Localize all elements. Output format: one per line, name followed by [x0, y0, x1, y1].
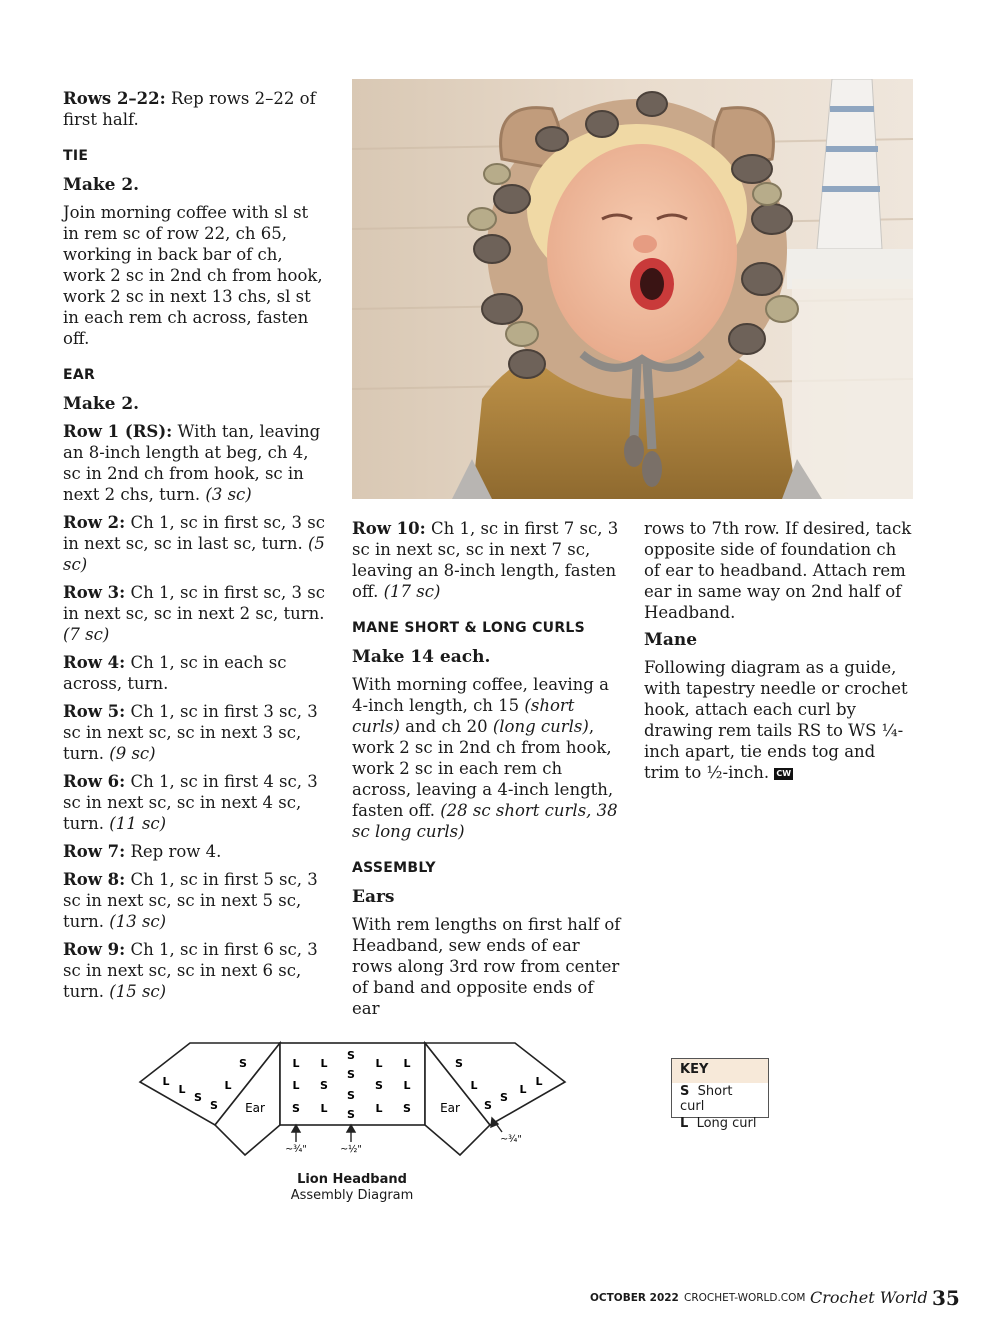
key-symbol: S [680, 1084, 690, 1099]
row-label: Row 2: [63, 513, 126, 532]
stitch-count: (17 sc) [383, 582, 441, 601]
diagram-key [671, 1058, 769, 1131]
row-label: Row 5: [63, 702, 126, 721]
row-label: Row 10: [352, 519, 426, 538]
instruction-row [63, 582, 325, 645]
stitch-count: (9 sc) [109, 744, 156, 763]
row-text: Ch 1, sc in first sc, 3 sc in next sc, sc in next 2 sc, turn. [63, 583, 325, 623]
row-text: Ch 1, sc in first sc, 3 sc in next sc, sc in last sc, turn. [63, 513, 325, 553]
diagram-caption-title: Lion Headband [297, 1172, 407, 1187]
key-row-short [672, 1083, 768, 1115]
page-number: 35 [932, 1286, 960, 1310]
paragraph [352, 674, 624, 842]
row-label: Row 1 (RS): [63, 422, 173, 441]
instruction-row [63, 512, 325, 575]
curl-label: S [292, 1102, 300, 1115]
paragraph [63, 202, 325, 349]
stitch-count: (5 sc) [63, 534, 325, 574]
subheading: Make 14 each. [352, 647, 491, 667]
curl-label: S [347, 1068, 355, 1081]
curl-label: L [403, 1079, 411, 1092]
curl-label: L [470, 1079, 478, 1092]
curl-label: L [320, 1102, 328, 1115]
row-text: Rep row 4. [125, 842, 222, 861]
row-text: Rep rows 2–22 of first half. [63, 89, 316, 129]
key-symbol: L [680, 1116, 689, 1131]
row-text: Ch 1, sc in each sc across, turn. [63, 653, 287, 693]
curl-label: S [403, 1102, 411, 1115]
text-column-1 [63, 88, 325, 1009]
paragraph [352, 914, 624, 1019]
diagram-caption-subtitle: Assembly Diagram [290, 1188, 414, 1203]
instruction-row [63, 701, 325, 764]
row-text: Ch 1, sc in first 6 sc, 3 sc in next sc, sc in next 6 sc, turn. [63, 940, 318, 1001]
paragraph-text: , work 2 sc in 2nd ch from hook, work 2 sc in each rem ch across, leaving a 4-inch length, fasten off. [352, 717, 614, 820]
lion-headband-assembly-diagram [130, 1030, 590, 1160]
paragraph-text: Following diagram as a guide, with tapestry needle or crochet hook, attach each curl by drawing rem tails RS to WS ¼-inch apart, tie ends tog and trim to ½-inch. [644, 658, 908, 782]
section-heading: TIE [63, 148, 89, 164]
stitch-count: (3 sc) [205, 485, 252, 504]
row-text: With tan, leaving an 8-inch length at beg, ch 4, sc in 2nd ch from hook, sc in next 2 chs, turn. [63, 422, 321, 504]
text-column-2 [352, 518, 624, 1026]
dimension-right: ~¾" [500, 1134, 522, 1145]
left-ear-label: Ear [245, 1101, 265, 1115]
right-ear-label: Ear [440, 1101, 460, 1115]
instruction-row [63, 421, 325, 505]
footer-site: CROCHET-WORLD.COM [684, 1292, 806, 1304]
key-row-long [672, 1115, 768, 1132]
curl-label: L [519, 1083, 527, 1096]
footer-issue: OCTOBER 2022 [590, 1292, 679, 1304]
row-text: Ch 1, sc in first 5 sc, 3 sc in next sc, sc in next 5 sc, turn. [63, 870, 318, 931]
curl-label: L [162, 1075, 170, 1088]
curl-label: L [375, 1102, 383, 1115]
curl-label: L [292, 1079, 300, 1092]
curl-label: S [347, 1089, 355, 1102]
row-text: Ch 1, sc in first 7 sc, 3 sc in next sc, sc in next 7 sc, leaving an 8-inch length, fasten off. [352, 519, 619, 601]
row-label: Row 6: [63, 772, 126, 791]
footer-magazine: Crochet World [810, 1288, 928, 1307]
row-text: Ch 1, sc in first 4 sc, 3 sc in next sc, sc in next 4 sc, turn. [63, 772, 318, 833]
diagram-caption [262, 1172, 442, 1204]
instruction-row [63, 841, 325, 862]
row-text: Ch 1, sc in first 3 sc, 3 sc in next sc, sc in next 3 sc, turn. [63, 702, 318, 763]
paragraph-text: rows to 7th row. If desired, tack opposite side of foundation ch of ear to headband. Attach rem ear in same way on 2nd half of Headband. [644, 519, 912, 622]
instruction-row [63, 652, 325, 694]
subheading: Make 2. [63, 394, 140, 414]
lion-hat-photo [352, 79, 913, 499]
italic-text: (28 sc short curls, 38 sc long curls) [352, 801, 618, 841]
curl-label: L [375, 1057, 383, 1070]
stitch-count: (13 sc) [109, 912, 167, 931]
subheading: Ears [352, 887, 395, 907]
section-heading: MANE SHORT & LONG CURLS [352, 620, 586, 636]
instruction-row [63, 869, 325, 932]
paragraph [644, 518, 912, 623]
section-heading: ASSEMBLY [352, 860, 436, 876]
key-label: Long curl [696, 1116, 757, 1131]
curl-label: S [500, 1091, 508, 1104]
instruction-row [352, 518, 624, 602]
curl-label: S [455, 1057, 463, 1070]
curl-label: S [484, 1099, 492, 1112]
dimension-left: ~¾" [285, 1144, 307, 1155]
text-column-3 [644, 518, 912, 790]
curl-label: S [347, 1049, 355, 1062]
curl-label: S [347, 1108, 355, 1121]
curl-label: S [210, 1099, 218, 1112]
instruction-row [63, 771, 325, 834]
row-label: Row 8: [63, 870, 126, 889]
dimension-center: ~½" [340, 1144, 362, 1155]
curl-label: S [239, 1057, 247, 1070]
subheading: Mane [644, 630, 698, 650]
row-label: Row 4: [63, 653, 126, 672]
subheading: Make 2. [63, 175, 140, 195]
curl-label: S [375, 1079, 383, 1092]
row-label: Row 3: [63, 583, 126, 602]
paragraph-text: and ch 20 [399, 717, 493, 736]
instruction-row [63, 939, 325, 1002]
curl-label: L [292, 1057, 300, 1070]
key-title: KEY [672, 1059, 768, 1083]
stitch-count: (7 sc) [63, 625, 110, 644]
curl-label: L [320, 1057, 328, 1070]
curl-label: S [194, 1091, 202, 1104]
curl-label: S [320, 1079, 328, 1092]
curl-label: L [224, 1079, 232, 1092]
page-footer [590, 1286, 960, 1312]
stitch-count: (11 sc) [109, 814, 167, 833]
stitch-count: (15 sc) [109, 982, 167, 1001]
paragraph-text: With rem lengths on first half of Headband, sew ends of ear rows along 3rd row from center of band and opposite ends of ear [352, 915, 621, 1018]
instruction-row [63, 88, 325, 130]
end-mark-icon: CW [776, 768, 792, 778]
key-label: Short curl [680, 1084, 733, 1114]
row-label: Row 7: [63, 842, 126, 861]
row-label: Rows 2–22: [63, 89, 166, 108]
paragraph [644, 657, 912, 783]
row-label: Row 9: [63, 940, 126, 959]
section-heading: EAR [63, 367, 96, 383]
curl-label: L [535, 1075, 543, 1088]
italic-text: (short curls) [352, 696, 575, 736]
curl-label: L [403, 1057, 411, 1070]
paragraph-text: Join morning coffee with sl st in rem sc of row 22, ch 65, working in back bar of ch, work 2 sc in 2nd ch from hook, work 2 sc in next 13 chs, sl st in each rem ch across, fasten off. [63, 203, 323, 348]
curl-label: L [178, 1083, 186, 1096]
paragraph-text: With morning coffee, leaving a 4-inch length, ch 15 [352, 675, 609, 715]
italic-text: (long curls) [492, 717, 589, 736]
